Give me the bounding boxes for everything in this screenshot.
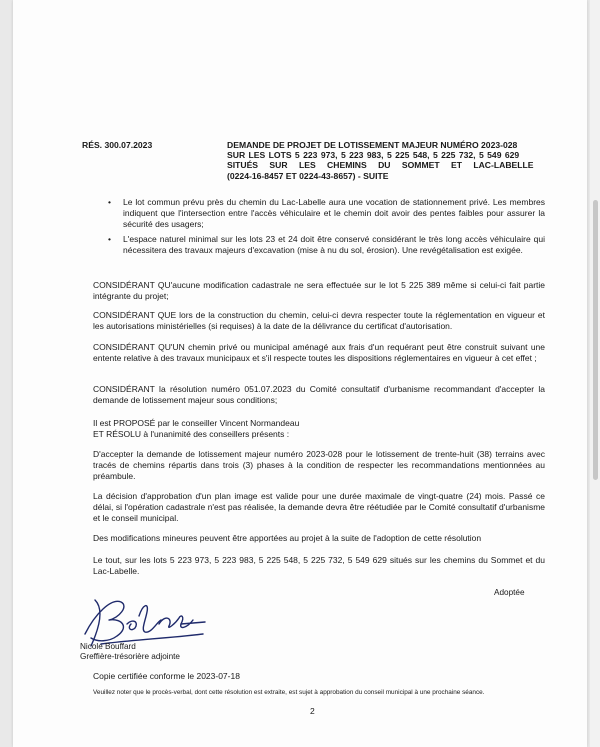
bullet-text-1: Le lot commun prévu près du chemin du Lac-Labelle aura une vocation de stationnement privé. Les membres indiquent que l'intersection entre l'accès véhiculaire et le chemin doit avoir des pentes faibles pour assurer la sécurité des usagers; <box>123 197 545 229</box>
paragraph-decision-1: D'accepter la demande de lotissement majeur numéro 2023-028 pour le lotissement de trente-huit (38) terrains avec tracés de chemins répartis dans trois (3) phases à la condition de respecter les recommandations mentionnées au préambule. <box>93 449 545 481</box>
page-number: 2 <box>310 706 315 716</box>
paragraph-proposed: Il est PROPOSÉ par le conseiller Vincent Normandeau <box>93 418 300 428</box>
resolution-number: RÉS. 300.07.2023 <box>82 140 153 150</box>
paragraph-resolved: ET RÉSOLU à l'unanimité des conseillers présents : <box>93 429 290 439</box>
list-item <box>108 197 545 230</box>
bullet-icon: • <box>108 234 111 244</box>
signatory-title: Greffière-trésorière adjointe <box>80 652 180 661</box>
certified-copy: Copie certifiée conforme le 2023-07-18 <box>93 671 240 681</box>
resolution-title <box>227 140 543 181</box>
title-line-2: SUR LES LOTS 5 223 973, 5 223 983, 5 225 548, 5 225 732, 5 549 629 <box>227 150 520 161</box>
paragraph-considerant-4: CONSIDÉRANT la résolution numéro 051.07.2023 du Comité consultatif d'urbanisme recommandant d'accepter la demande de lotissement majeur sous conditions; <box>93 384 545 405</box>
signatory-name: Nicole Bouffard <box>80 642 136 651</box>
paragraph-lots: Le tout, sur les lots 5 223 973, 5 223 983, 5 225 548, 5 225 732, 5 549 629 situés sur les chemins du Sommet et du Lac-Labelle. <box>93 555 545 576</box>
footnote: Veuillez noter que le procès-verbal, dont cette résolution est extraite, est sujet à approbation du conseil municipal à une prochaine séance. <box>93 689 485 696</box>
bullet-icon: • <box>108 197 111 207</box>
bullet-text-2: L'espace naturel minimal sur les lots 23 et 24 doit être conservé considérant le très long accès véhiculaire qui nécessitera des travaux majeurs d'excavation (mise à nu du sol, érosion). Une revégétalisation est exigée. <box>123 234 545 255</box>
title-line-4: (0224-16-8457 ET 0224-43-8657) - SUITE <box>227 170 389 181</box>
adopted-label: Adoptée <box>494 588 525 597</box>
paragraph-decision-2: La décision d'approbation d'un plan image est valide pour une durée maximale de vingt-quatre (24) mois. Passé ce délai, si l'opération cadastrale n'est pas réalisée, la demande devra être réétudiée par le Comité consultatif d'urbanisme et le conseil municipal. <box>93 491 545 523</box>
title-line-1: DEMANDE DE PROJET DE LOTISSEMENT MAJEUR NUMÉRO 2023-028 <box>227 140 518 150</box>
paragraph-considerant-3: CONSIDÉRANT QU'UN chemin privé ou municipal aménagé aux frais d'un requérant peut être construit suivant une entente relative à des travaux municipaux et s'il respecte toutes les dispositions réglementaires en vigueur à cet effet ; <box>93 342 545 363</box>
list-item <box>108 234 545 256</box>
paragraph-considerant-2: CONSIDÉRANT QUE lors de la construction du chemin, celui-ci devra respecter toute la réglementation en vigueur et les autorisations ministérielles (si requises) à la date de la délivrance du certificat d'autorisation. <box>93 310 545 331</box>
document-page <box>13 0 587 747</box>
paragraph-considerant-1: CONSIDÉRANT QU'aucune modification cadastrale ne sera effectuée sur le lot 5 225 389 même si celui-ci fait partie intégrante du projet; <box>93 280 545 301</box>
scrollbar[interactable] <box>590 0 600 747</box>
conditions-list <box>108 197 545 260</box>
scrollbar-thumb[interactable] <box>593 200 598 480</box>
paragraph-modifications: Des modifications mineures peuvent être apportées au projet à la suite de l'adoption de cette résolution <box>93 533 482 543</box>
title-line-3: SITUÉS SUR LES CHEMINS DU SOMMET ET LAC-LABELLE <box>227 160 534 171</box>
